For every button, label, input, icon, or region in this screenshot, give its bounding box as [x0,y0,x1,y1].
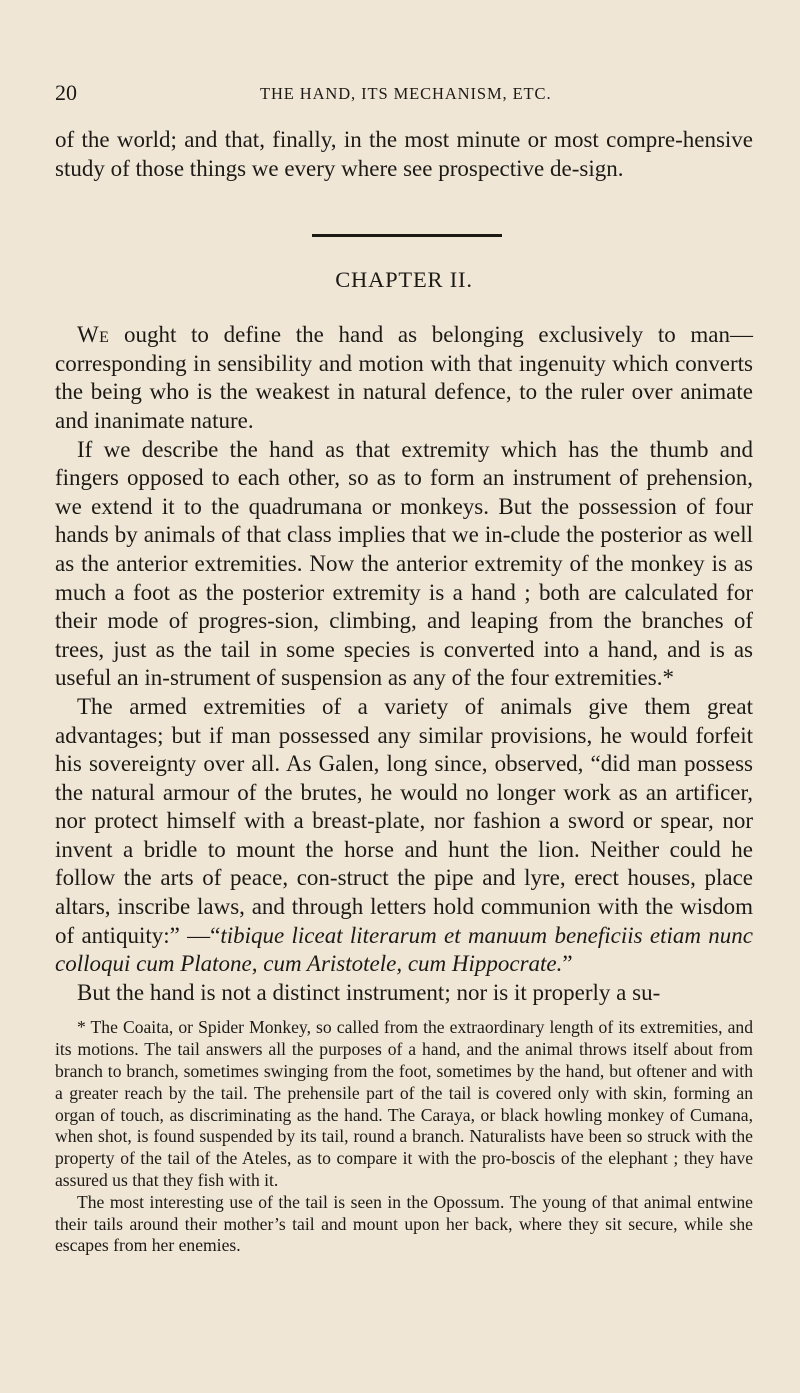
closing-quote: ” [562,951,573,977]
book-page [55,78,753,1257]
footnotes [55,1017,753,1257]
footnote-1: * The Coaita, or Spider Monkey, so called from the extraordinary length of its extremities, and its motions. The tail answers all the purposes of a hand, and the animal throws itself about from branch to branch, sometimes swinging from the foot, sometimes by the hand, but oftener and with a greater reach by the tail. The prehensile part of the tail is covered only with skin, forming an organ of touch, as discriminating as the hand. The Caraya, or black howling monkey of Cumana, when shot, is found suspended by its tail, round a branch. Naturalists have been so struck with the property of the tail of the Ateles, as to compare it with the pro-boscis of the elephant ; they have assured us that they fish with it. [55,1017,753,1191]
paragraph-3 [55,693,753,979]
latin-quotation: tibique liceat literarum et manuum beneficiis etiam nunc colloqui cum Platone, cum Aristotele, cum Hippocrate. [55,922,753,977]
running-title: THE HAND, ITS MECHANISM, ETC. [260,84,552,103]
chapter-divider [55,183,753,263]
continued-paragraph: of the world; and that, finally, in the most minute or most compre-hensive study of those things we every where see prospective de-sign. [55,127,753,181]
paragraph-4: But the hand is not a distinct instrument; nor is it properly a su- [77,979,661,1005]
lead-word: We [77,322,110,348]
chapter-title: CHAPTER II. [335,267,473,293]
body-text [55,126,753,1007]
running-head [55,78,753,114]
paragraph-1 [55,321,753,435]
paragraph-3-text: The armed extremities of a variety of animals give them great advantages; but if man possessed any similar provisions, he would forfeit his sovereignty over all. As Galen, long since, observed, “did man possess the natural armour of the brutes, he would no longer work as an artificer, nor protect himself with a breast-plate, nor fashion a sword or spear, nor invent a bridle to mount the horse and hunt the lion. Neither could he follow the arts of peace, con-struct the pipe and lyre, erect houses, place altars, inscribe laws, and through letters hold communion with the wisdom of antiquity:” —“ [55,693,753,948]
page-number: 20 [55,80,77,105]
horizontal-rule [312,234,502,237]
paragraph-1-text: ought to define the hand as belonging exclusively to man—corresponding in sensibility and motion with that ingenuity which converts the being who is the weakest in natural defence, to the ruler over animate and inanimate nature. [55,322,753,433]
footnote-2: The most interesting use of the tail is seen in the Opossum. The young of that animal entwine their tails around their mother’s tail and mount upon her back, where they sit secure, while she escapes from her enemies. [55,1191,753,1256]
paragraph-2: If we describe the hand as that extremity which has the thumb and fingers opposed to each other, so as to form an instrument of prehension, we extend it to the quadrumana or monkeys. But the possession of four hands by animals of that class implies that we in-clude the posterior as well as the anterior extremities. Now the anterior extremity of the monkey is as much a foot as the posterior extremity is a hand ; both are calculated for their mode of progres-sion, climbing, and leaping from the branches of trees, just as the tail in some species is converted into a hand, and is as useful an in-strument of suspension as any of the four extremities.* [55,436,753,691]
